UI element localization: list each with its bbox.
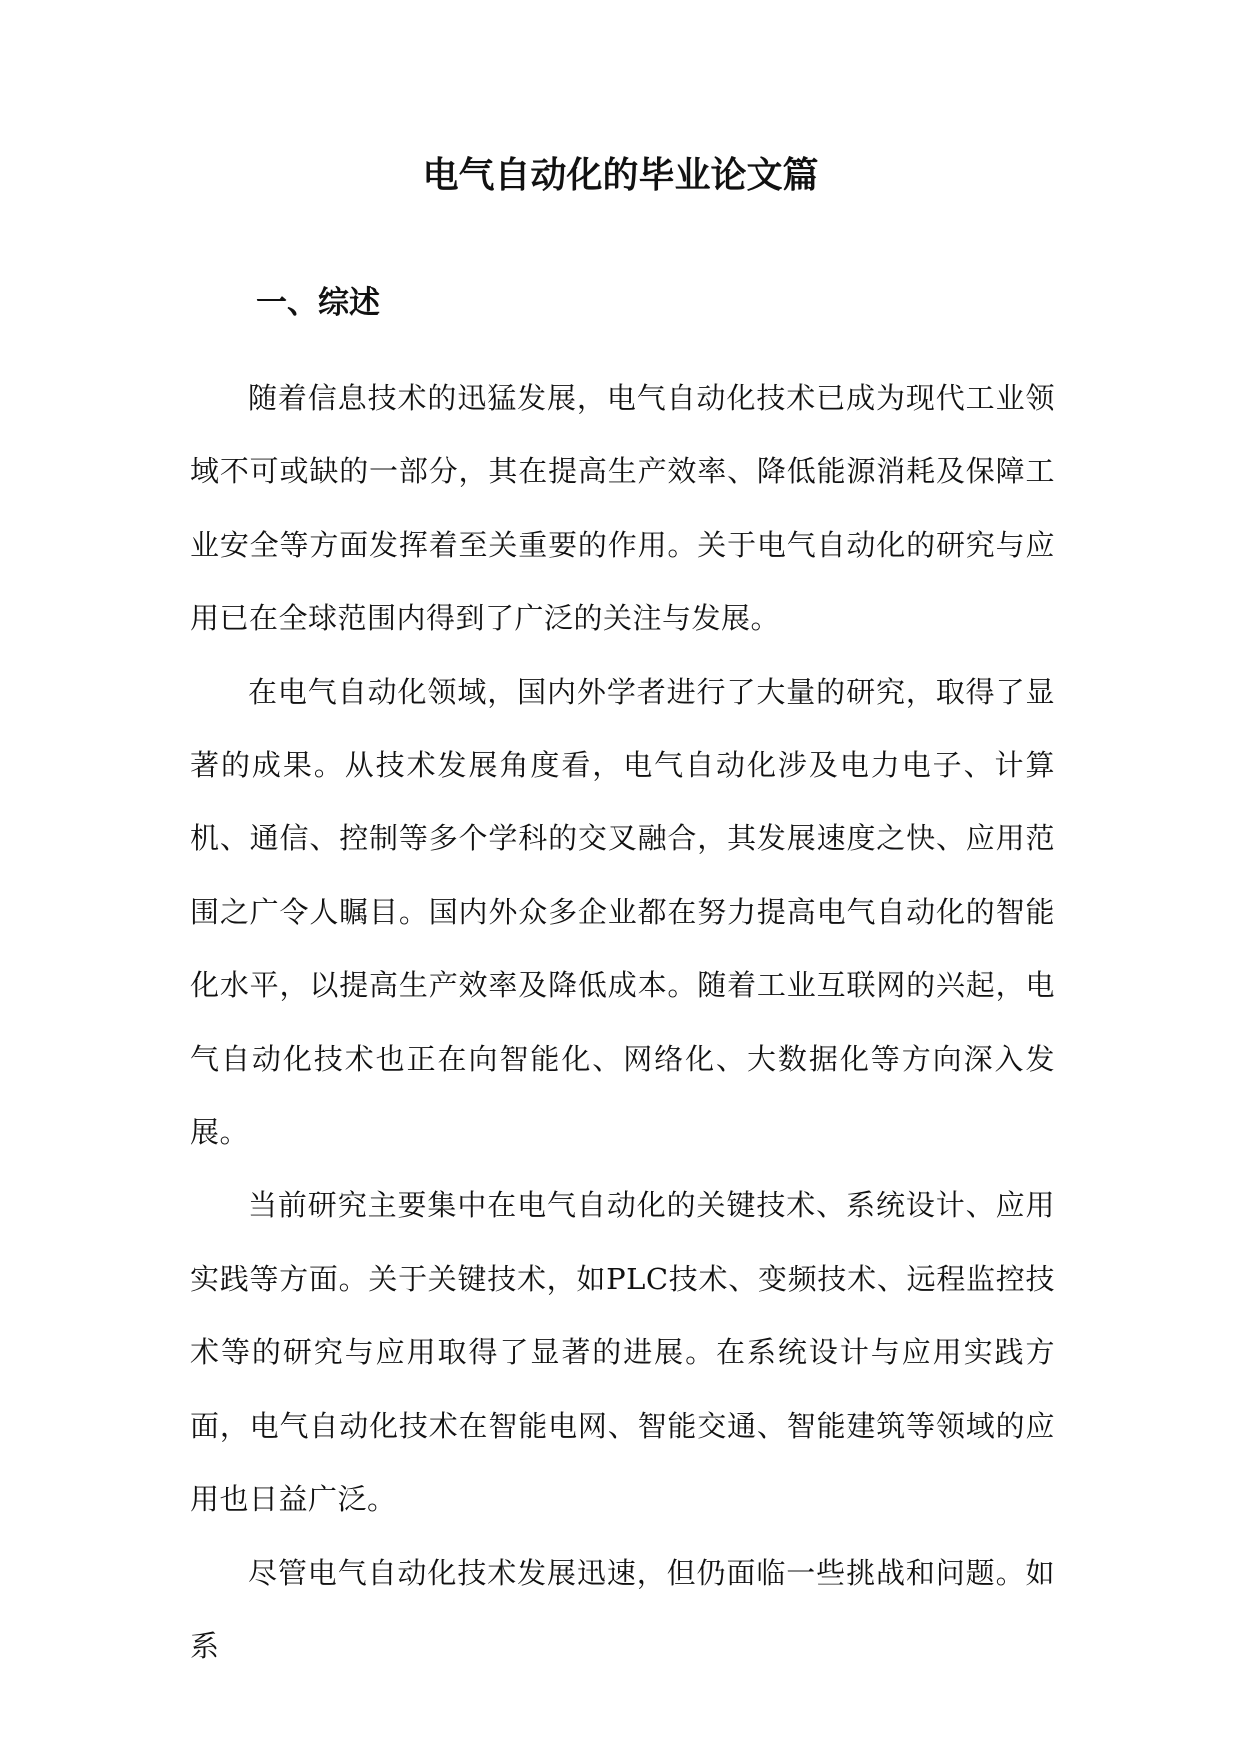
paragraph: 在电气自动化领域，国内外学者进行了大量的研究，取得了显著的成果。从技术发展角度看，电气自动化涉及电力电子、计算机、通信、控制等多个学科的交叉融合，其发展速度之快、应用范围之广令人瞩目。国内外众多企业都在努力提高电气自动化的智能化水平，以提高生产效率及降低成本。随着工业互联网的兴起，电气自动化技术也正在向智能化、网络化、大数据化等方向深入发展。 xyxy=(190,674,1055,1150)
document-title: 电气自动化的毕业论文篇 xyxy=(422,155,819,196)
paragraph: 当前研究主要集中在电气自动化的关键技术、系统设计、应用实践等方面。关于关键技术，如PLC技术、变频技术、远程监控技术等的研究与应用取得了显著的进展。在系统设计与应用实践方面，电气自动化技术在智能电网、智能交通、智能建筑等领域的应用也日益广泛。 xyxy=(190,1188,1055,1517)
paragraph: 随着信息技术的迅猛发展，电气自动化技术已成为现代工业领域不可或缺的一部分，其在提高生产效率、降低能源消耗及保障工业安全等方面发挥着至关重要的作用。关于电气自动化的研究与应用已在全球范围内得到了广泛的关注与发展。 xyxy=(190,381,1055,636)
section-heading: 一、综述 xyxy=(256,285,380,321)
paragraph: 尽管电气自动化技术发展迅速，但仍面临一些挑战和问题。如系 xyxy=(190,1555,1055,1663)
body-text xyxy=(190,362,1055,1683)
